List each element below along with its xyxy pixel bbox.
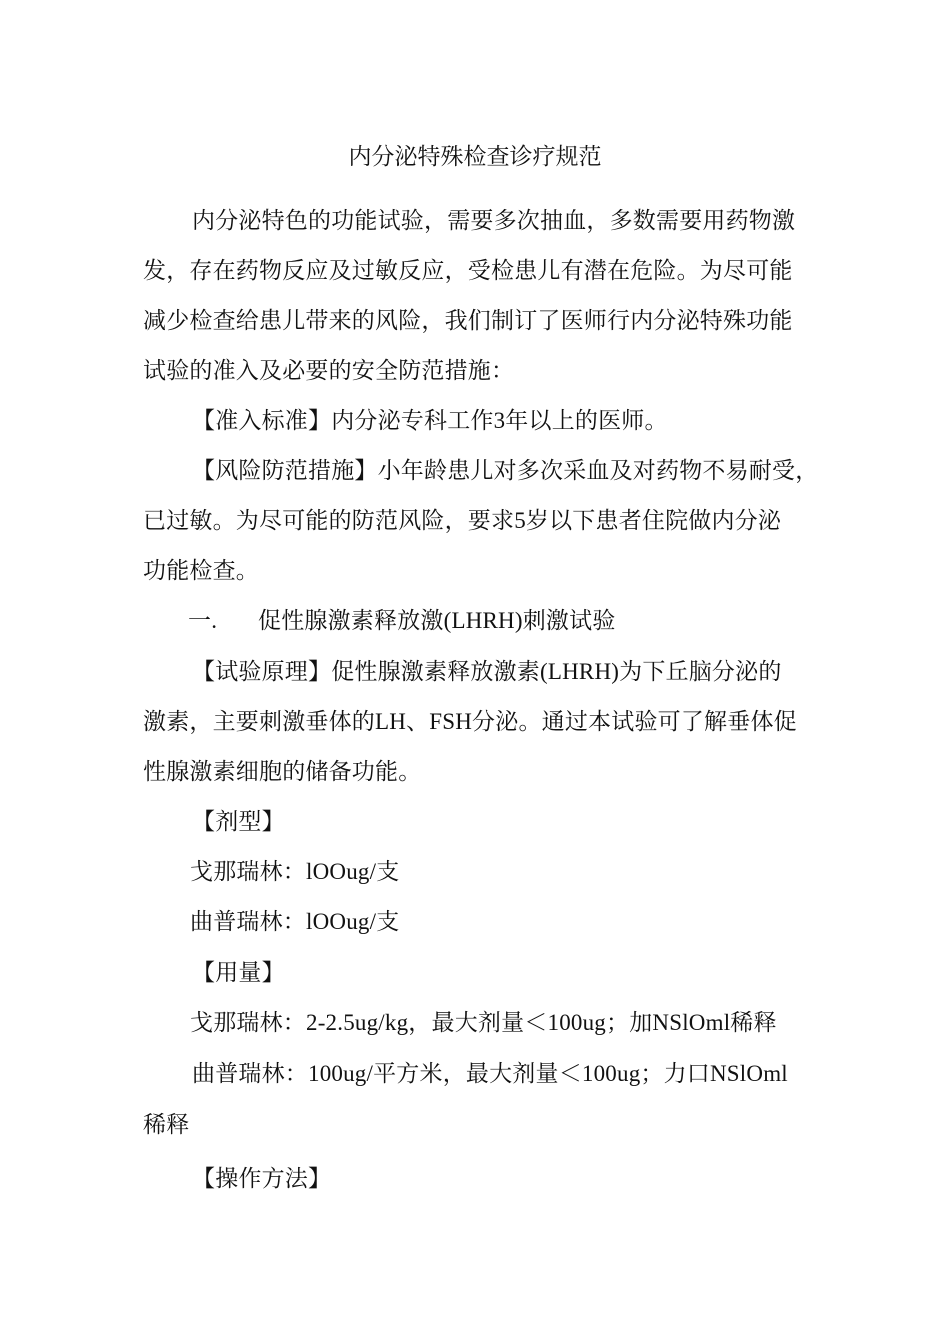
dosage-form-gonadorelin: 戈那瑞林：lOOug/支 bbox=[190, 859, 400, 884]
section-heading bbox=[188, 606, 616, 636]
method-heading: 【操作方法】 bbox=[192, 1166, 332, 1191]
document-title: 内分泌特殊检查诊疗规范 bbox=[348, 144, 602, 169]
dose-heading: 【用量】 bbox=[192, 960, 285, 985]
dose-triptorelin-cont: 稀释 bbox=[143, 1112, 190, 1137]
dose-triptorelin: 曲普瑞林：100ug/平方米，最大剂量＜100ug；力口NSlOml bbox=[192, 1061, 788, 1086]
intro-line-3: 减少检查给患儿带来的风险，我们制订了医师行内分泌特殊功能 bbox=[143, 308, 793, 333]
risk-line-3: 功能检查。 bbox=[143, 558, 259, 583]
dosage-form-triptorelin: 曲普瑞林：lOOug/支 bbox=[190, 909, 400, 934]
risk-line-1: 【风险防范措施】小年龄患儿对多次采血及对药物不易耐受， bbox=[192, 458, 819, 483]
principle-line-1: 【试验原理】促性腺激素释放激素(LHRH)为下丘脑分泌的 bbox=[192, 659, 782, 684]
intro-line-1: 内分泌特色的功能试验，需要多次抽血，多数需要用药物激 bbox=[192, 208, 796, 233]
dosage-form-heading: 【剂型】 bbox=[192, 809, 285, 834]
section-title: 促性腺激素释放激(LHRH)刺激试验 bbox=[258, 608, 616, 633]
section-number: 一. bbox=[188, 608, 218, 633]
principle-line-2: 激素，主要刺激垂体的LH、FSH分泌。通过本试验可了解垂体促 bbox=[143, 709, 797, 734]
intro-line-2: 发，存在药物反应及过敏反应，受检患儿有潜在危险。为尽可能 bbox=[143, 258, 793, 283]
dose-gonadorelin: 戈那瑞林：2-2.5ug/kg，最大剂量＜100ug；加NSlOml稀释 bbox=[190, 1010, 777, 1035]
intro-line-4: 试验的准入及必要的安全防范措施： bbox=[143, 358, 515, 383]
admission-criteria: 【准入标准】内分泌专科工作3年以上的医师。 bbox=[192, 408, 668, 433]
risk-line-2: 已过敏。为尽可能的防范风险，要求5岁以下患者住院做内分泌 bbox=[143, 508, 782, 533]
principle-line-3: 性腺激素细胞的储备功能。 bbox=[143, 759, 422, 784]
